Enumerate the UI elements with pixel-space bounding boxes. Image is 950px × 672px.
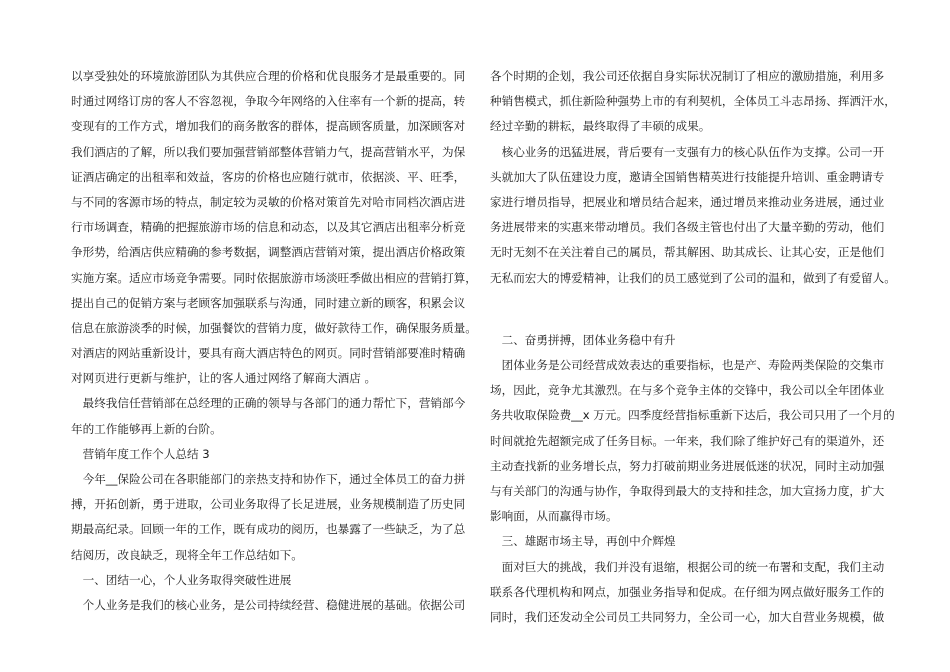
text-line: 个人业务是我们的核心业务，是公司持续经营、稳健进展的基础。依据公司 [71,597,466,612]
text-line: 与有关部门的沟通与协作，争取得到最大的支持和挂念，加大宣扬力度，扩大 [490,484,885,498]
text-line: 提出自己的促销方案与老顾客加强联系与沟通，同时建立新的顾客，积累会议 [71,295,466,310]
text-line: 实施方案。适应市场竞争需要。同时依据旅游市场淡旺季做出相应的营销打算， [71,270,477,285]
right-column-top [490,64,896,291]
text-line: 经过辛勤的耕耘，最终取得了丰硕的成果。 [490,119,711,134]
text-line: 期最高纪录。回顾一年的工作，既有成功的阅历，也暴露了一些缺乏，为了总 [71,522,466,537]
text-line: 对酒店的网站重新设计，要具有商大酒店特色的网页。同时营销部要准时精确 [71,346,466,361]
text-line: 面对巨大的挑战，我们并没有退缩，根据公司的统一布署和支配，我们主动 [490,559,885,574]
text-line: 信息在旅游淡季的时候，加强餐饮的营销力度，做好款待工作，确保服务质量。 [71,320,477,335]
text-line: 同时，我们还发动全公司员工共同努力，全公司一心，加大自营业务规模，做 [490,609,885,624]
text-line: 结阅历，改良缺乏，现将全年工作总结如下。 [71,547,303,562]
text-line: 务共收取保险费__x 万元。四季度经营指标重新下达后，我公司只用了一个月的 [490,408,895,423]
text-line: 核心业务的迅猛进展，背后要有一支强有力的核心队伍作为支撑。公司一开 [490,144,885,159]
text-line: 各个时期的企划，我公司还依据自身实际状况制订了相应的激励措施，利用多 [490,69,885,83]
text-line: 以享受独处的环境旅游团队为其供应合理的价格和优良服务才是最重要的。同 [71,69,466,83]
text-line: 证酒店确定的出租率和效益，客房的价格也应随行就市，依据淡、平、旺季， [71,169,466,184]
text-line: 对网页进行更新与维护，让的客人通过网络了解商大酒店 。 [71,371,377,386]
text-line: 营销年度工作个人总结 3 [71,446,210,461]
text-line: 与不同的客源市场的特点，制定较为灵敏的价格对策首先对哈市同档次酒店进 [71,194,466,209]
text-line: 主动查找新的业务增长点，努力打破前期业务进展低迷的状况，同时主动加强 [490,458,885,473]
text-line: 搏，开拓创新，勇于进取，公司业务取得了长足进展，业务规模制造了历史同 [71,497,466,512]
text-line: 最终我信任营销部在总经理的正确的领导与各部门的通力帮忙下，营销部今 [71,396,466,411]
text-line: 联系各代理机构和网点，加强业务指导和促成。在仔细为网点做好服务工作的 [490,584,885,599]
right-column [490,64,896,630]
text-line: 行市场调查，精确的把握旅游市场的信息和动态，以及其它酒店出租率分析竞 [71,220,466,235]
text-line: 无时无刻不在关注着自己的属员，帮其解困、助其成长、让其心安，正是他们 [490,245,885,260]
text-line: 二、奋勇拼搏，团体业务稳中有升 [490,332,676,347]
left-column [71,64,477,618]
right-column-bottom [490,328,895,630]
text-line: 时通过网络订房的客人不容忽视，争取今年网络的入住率有一个新的提高，转 [71,94,466,109]
text-line: 头就加大了队伍建设力度，邀请全国销售精英进行技能提升培训、重金聘请专 [490,169,885,184]
text-line: 一、团结一心，个人业务取得突破性进展 [71,572,292,587]
text-line: 影响面，从而赢得市场。 [490,509,618,524]
paragraph-gap [490,291,890,316]
text-line: 场，因此，竞争尤其激烈。在与多个竞争主体的交锋中，我公司以全年团体业 [490,383,885,398]
text-line: 变现有的工作方式，增加我们的商务散客的群体，提高顾客质量，加深顾客对 [71,119,466,134]
text-line: 时间就抢先超额完成了任务目标。一年来，我们除了维护好己有的渠道外，还 [490,433,885,448]
text-line: 种销售模式，抓住新险种强势上市的有利契机，全体员工斗志昂扬、挥洒汗水， [490,94,896,109]
text-line: 今年__保险公司在各职能部门的亲热支持和协作下，通过全体员工的奋力拼 [71,472,466,486]
text-line: 团体业务是公司经营成效表达的重要指标，也是产、寿险两类保险的交集市 [490,358,885,373]
text-line: 务进展带来的实惠来带动增员。我们各级主管也付出了大量辛勤的劳动，他们 [490,220,885,235]
text-line: 三、雄踞市场主导，再创中介辉煌 [490,534,676,549]
text-line: 无私而宏大的博爱精神，让我们的员工感觉到了公司的温和，做到了有爱留人。 [490,270,896,285]
text-line: 年的工作能够再上新的台阶。 [71,421,222,436]
text-line: 争形势，给酒店供应精确的参考数据，调整酒店营销对策，提出酒店价格政策 [71,245,466,260]
text-line: 我们酒店的了解，所以我们要加强营销部整体营销力气，提高营销水平，为保 [71,144,466,159]
text-line: 家进行增员指导，把展业和增员结合起来，通过增员来推动业务进展，通过业 [490,194,885,209]
paragraph-gap-small [490,316,890,328]
